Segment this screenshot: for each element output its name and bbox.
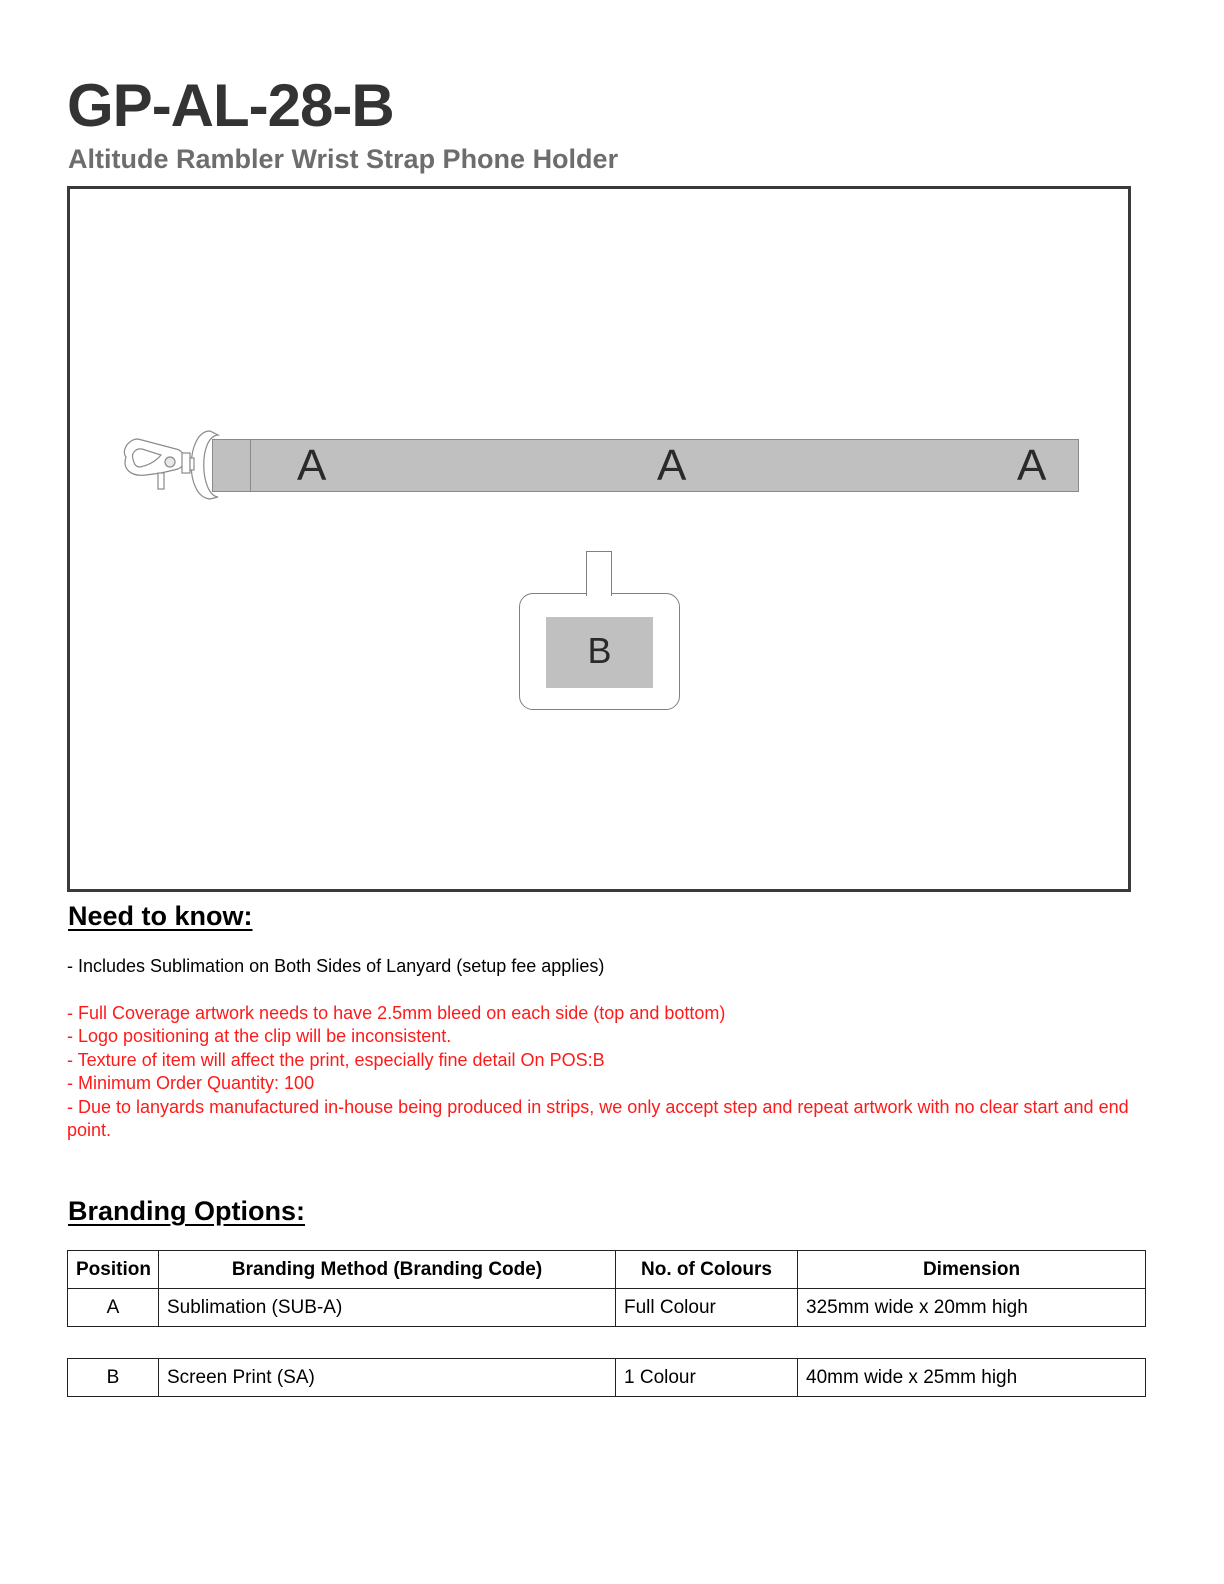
branding-table: [67, 1358, 1146, 1397]
method-cell: Sublimation (SUB-A): [159, 1289, 616, 1327]
position-b-label: B: [587, 630, 612, 671]
colours-cell: 1 Colour: [616, 1359, 798, 1397]
product-name: Altitude Rambler Wrist Strap Phone Holder: [68, 144, 619, 174]
print-area-b: [546, 617, 653, 688]
phone-holder-tab: [586, 551, 612, 596]
method-cell: Screen Print (SA): [159, 1359, 616, 1397]
product-code: GP-AL-28-B: [67, 72, 394, 139]
branding-options-heading: Branding Options:: [68, 1196, 305, 1226]
need-to-know-heading: Need to know:: [68, 901, 253, 931]
strap-end-divider: [250, 440, 251, 491]
branding-table: [67, 1250, 1146, 1327]
position-cell: A: [68, 1289, 159, 1327]
note-item: - Includes Sublimation on Both Sides of Lanyard (setup fee applies): [67, 956, 605, 976]
table-row: [68, 1359, 1146, 1397]
dimension-cell: 40mm wide x 25mm high: [798, 1359, 1146, 1397]
colours-cell: Full Colour: [616, 1289, 798, 1327]
column-header: No. of Colours: [616, 1251, 798, 1289]
column-header: Position: [68, 1251, 159, 1289]
table-header-row: [68, 1251, 1146, 1289]
warning-item: - Full Coverage artwork needs to have 2.5mm bleed on each side (top and bottom): [67, 1002, 726, 1023]
warning-item: - Due to lanyards manufactured in-house being produced in strips, we only accept step and repeat artwork with no clear start and end point.: [67, 1096, 1129, 1140]
dimension-cell: 325mm wide x 20mm high: [798, 1289, 1146, 1327]
need-to-know-list: [67, 955, 1157, 1143]
lanyard-clip-icon: [116, 429, 226, 504]
warning-item: - Logo positioning at the clip will be inconsistent.: [67, 1026, 452, 1046]
position-a-label: A: [657, 441, 687, 490]
column-header: Branding Method (Branding Code): [159, 1251, 616, 1289]
position-cell: B: [68, 1359, 159, 1397]
column-header: Dimension: [798, 1251, 1146, 1289]
warning-item: - Minimum Order Quantity: 100: [67, 1073, 315, 1093]
position-a-label: A: [1017, 441, 1047, 490]
table-row: [68, 1289, 1146, 1327]
phone-holder-patch: [519, 551, 683, 716]
product-diagram-frame: [67, 186, 1131, 892]
position-a-label: A: [297, 441, 327, 490]
warning-item: - Texture of item will affect the print, especially fine detail On POS:B: [67, 1049, 605, 1070]
lanyard-strap-print-area-a: [212, 439, 1079, 492]
